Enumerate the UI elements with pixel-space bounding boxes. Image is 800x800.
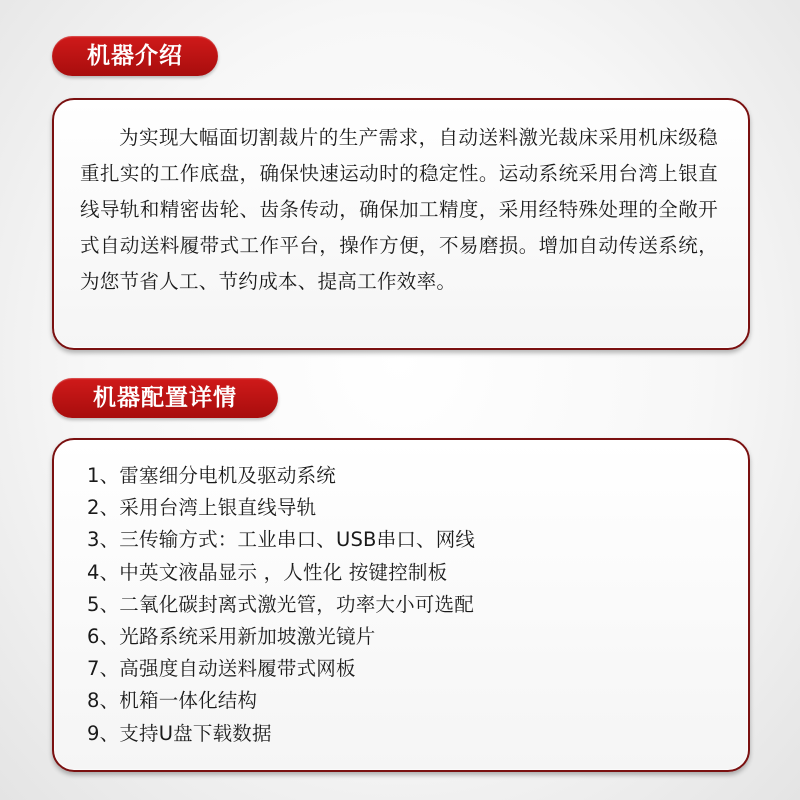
config-item: 7、高强度自动送料履带式网板 <box>87 657 356 681</box>
config-item: 5、二氧化碳封离式激光管，功率大小可选配 <box>87 592 474 616</box>
section-title-config: 机器配置详情 <box>52 378 278 418</box>
config-item: 9、支持U盘下载数据 <box>87 721 272 745</box>
config-item: 3、三传输方式：工业串口、USB串口、网线 <box>87 528 476 552</box>
intro-card <box>52 98 750 350</box>
config-item: 1、雷塞细分电机及驱动系统 <box>87 464 337 487</box>
config-item: 2、采用台湾上银直线导轨 <box>87 496 317 520</box>
config-item: 8、机箱一体化结构 <box>87 689 258 713</box>
config-item: 4、中英文液晶显示 ，人性化 按键控制板 <box>87 560 448 584</box>
config-card <box>52 438 750 772</box>
section-title-intro: 机器介绍 <box>52 36 218 76</box>
intro-paragraph: 为实现大幅面切割裁片的生产需求，自动送料激光裁床采用机床级稳重扎实的工作底盘，确保快速运动时的稳定性。运动系统采用台湾上银直线导轨和精密齿轮、齿条传动，确保加工精度，采用经特殊处理的全敞开式自动送料履带式工作平台，操作方便，不易磨损。增加自动传送系统，为您节省人工、节约成本、提高工作效率。 <box>80 126 718 293</box>
config-list <box>87 460 475 750</box>
config-item: 6、光路系统采用新加坡激光镜片 <box>87 625 376 649</box>
